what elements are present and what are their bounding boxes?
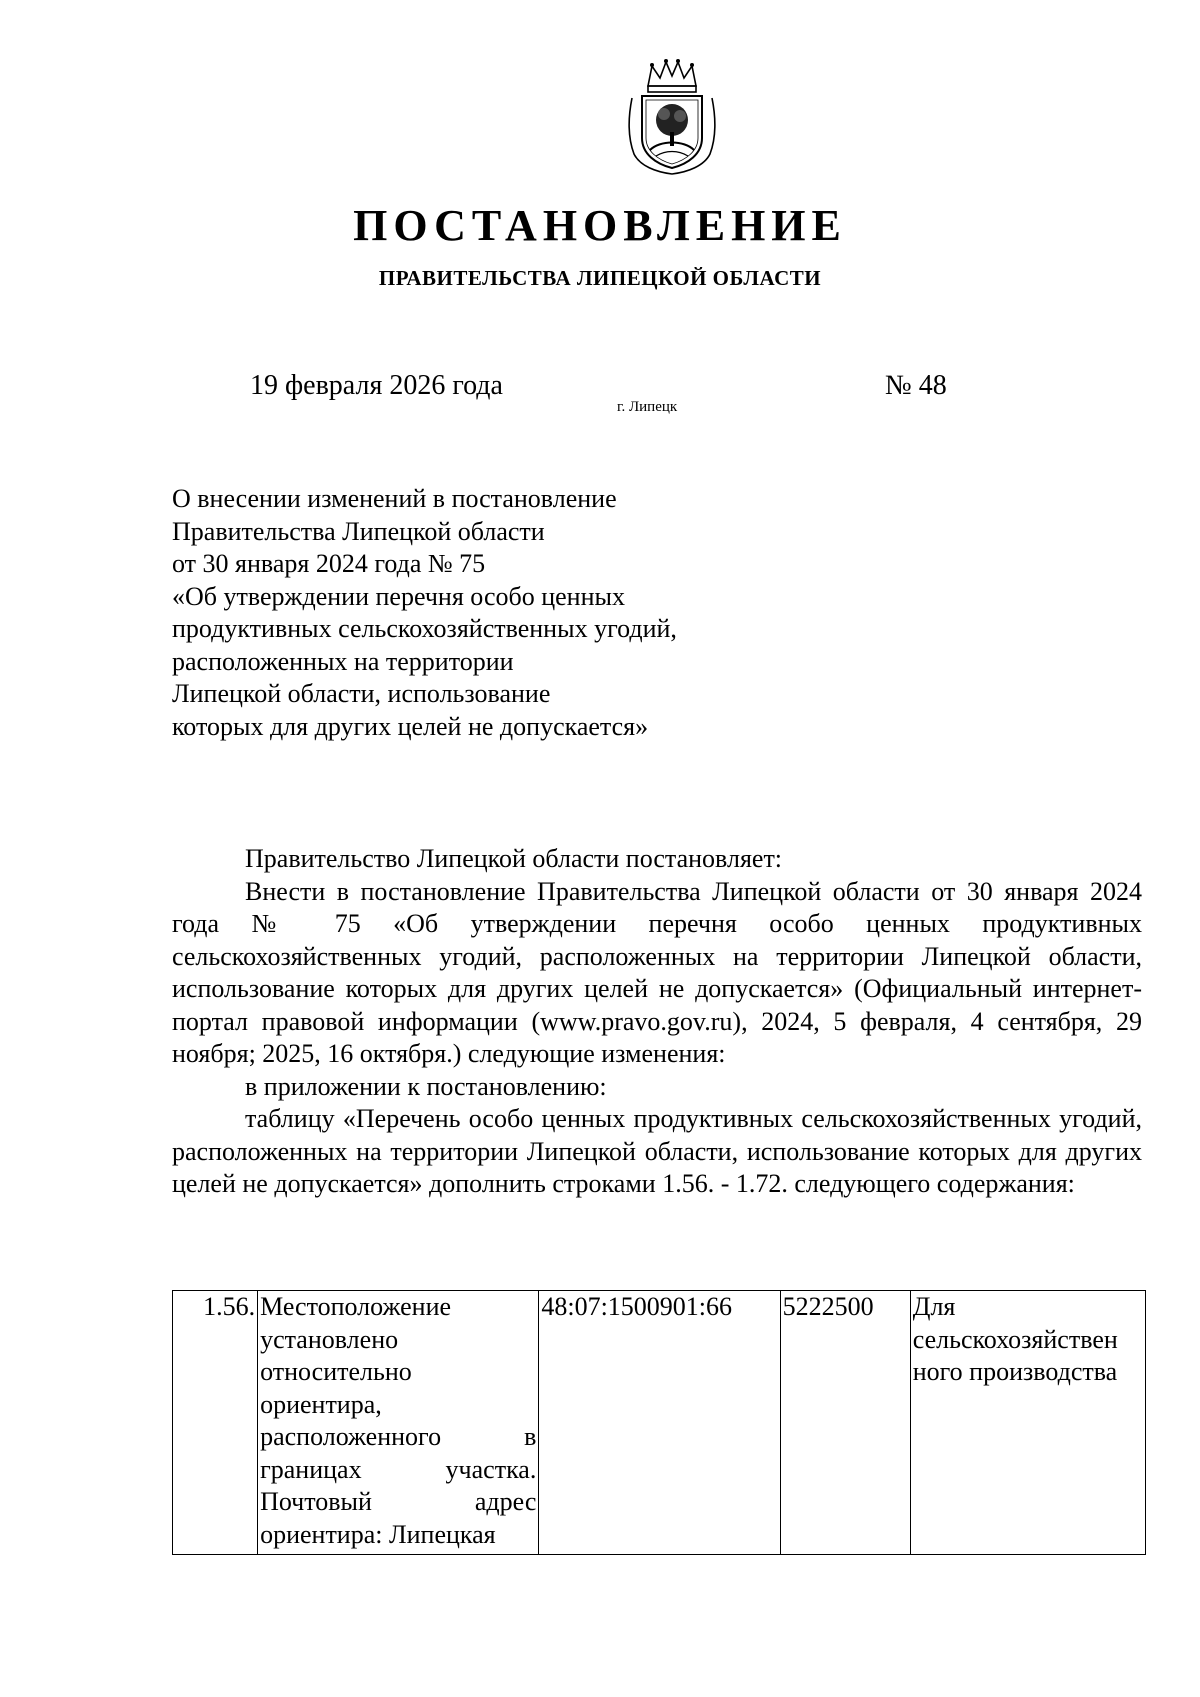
use-line: ного производства	[912, 1357, 1118, 1386]
land-parcels-table	[172, 1290, 1146, 1555]
document-body	[172, 843, 1142, 1201]
subject-line: которых для других целей не допускается»	[172, 711, 649, 741]
use-line: Для	[912, 1292, 956, 1321]
document-subtitle: ПРАВИТЕЛЬСТВА ЛИПЕЦКОЙ ОБЛАСТИ	[378, 266, 822, 290]
row-number-cell: 1.56.	[173, 1291, 258, 1555]
row-cadastral-cell: 48:07:1500901:66	[539, 1291, 780, 1555]
subject-line: расположенных на территории	[172, 646, 514, 676]
subject-line: от 30 января 2024 года № 75	[172, 549, 486, 578]
lipetsk-coat-of-arms-icon	[626, 58, 718, 176]
row-area-cell: 5222500	[780, 1291, 910, 1555]
body-paragraph-amendment: Внести в постановление Правительства Липецкой области от 30 января 2024 года № 75 «Об утверждении перечня особо ценных продуктивных сельскохозяйственных угодий, расположенных на территории Липецкой области, использование которых для других целей не допускается» (Официальный интернет-портал правовой информации (www.pravo.gov.ru), 2024, 5 февраля, 4 сентября, 29 ноября; 2025, 16 октября.) следующие изменения:	[172, 876, 1142, 1068]
subject-line: продуктивных сельскохозяйственных угодий,	[172, 614, 677, 643]
body-paragraph-resolution: Правительство Липецкой области постановляет:	[245, 844, 783, 873]
subject-line: Липецкой области, использование	[172, 679, 551, 708]
body-paragraph-appendix: в приложении к постановлению:	[245, 1071, 607, 1101]
document-title: ПОСТАНОВЛЕНИЕ	[353, 201, 847, 250]
document-city: г. Липецк	[617, 399, 678, 415]
subject-line: «Об утверждении перечня особо ценных	[172, 581, 625, 611]
document-date: 19 февраля 2026 года	[250, 370, 503, 401]
document-number: № 48	[885, 370, 947, 401]
subject-line: Правительства Липецкой области	[172, 516, 545, 546]
use-line: сельскохозяйствен	[912, 1324, 1118, 1354]
body-paragraph-table: таблицу «Перечень особо ценных продуктивных сельскохозяйственных угодий, расположенных на территории Липецкой области, использование которых для других целей не допускается» дополнить строками 1.56. - 1.72. следующего содержания:	[172, 1104, 1142, 1198]
table-row	[173, 1291, 1146, 1555]
row-use-cell	[910, 1291, 1145, 1555]
subject-line: О внесении изменений в постановление	[172, 484, 617, 513]
document-subject	[172, 483, 792, 743]
row-location-cell: Местоположение установлено относительно ориентира, расположенного в границах участка. Почтовый адрес ориентира: Липецкая	[258, 1291, 539, 1555]
